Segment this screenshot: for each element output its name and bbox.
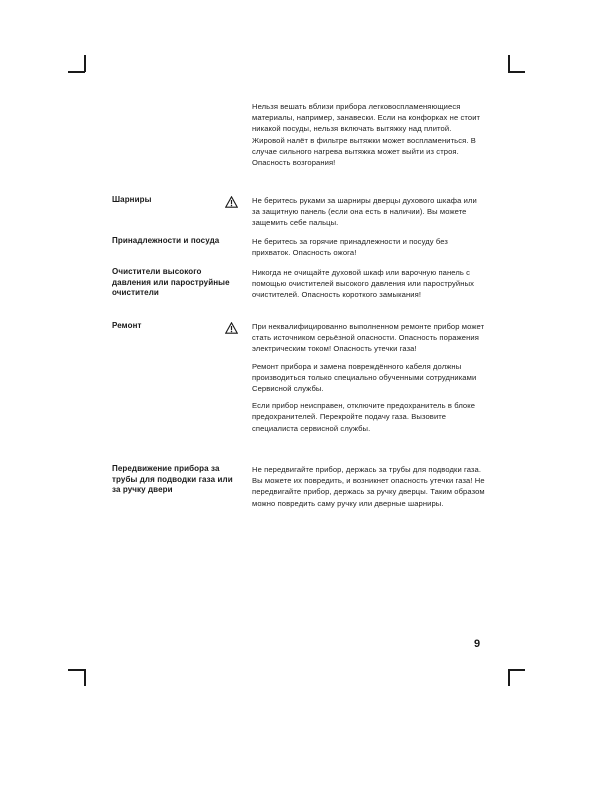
warning-triangle-icon	[225, 322, 238, 334]
section-paragraph: Не беритесь руками за шарниры дверцы духового шкафа или за защитную панель (если она есть в наличии). Вы можете защемить себе пальцы.	[252, 196, 477, 228]
warning-triangle-icon	[225, 196, 238, 208]
section-label: Шарниры	[112, 195, 152, 204]
section-paragraph: Ремонт прибора и замена повреждённого кабеля должны производиться только специально обученными сотрудниками Сервисной службы.	[252, 361, 477, 394]
crop-mark-bottom-left-vertical	[84, 669, 86, 686]
crop-mark-top-right-horizontal	[508, 71, 525, 73]
page-number: 9	[474, 638, 481, 650]
section-paragraph: Никогда не очищайте духовой шкаф или варочную панель с помощью очистителей высокого давления или пароструйных очистителей. Опасность короткого замыкания!	[252, 268, 475, 300]
crop-mark-bottom-right-vertical	[508, 669, 510, 686]
section-label: Принадлежности и посуда	[112, 236, 220, 245]
crop-mark-top-right-vertical	[508, 55, 510, 72]
section-paragraph: При неквалифицированно выполненном ремонте прибор может стать источником серьёзной опасности. Опасность поражения электрическим током! Опасность утечки газа!	[252, 322, 485, 354]
section-paragraph: Если прибор неисправен, отключите предохранитель в блоке предохранителей. Перекройте подачу газа. Вызовите специалиста сервисной службы.	[252, 401, 476, 433]
section-label: Очистители высокого давления или пароструйные очистители	[112, 267, 230, 298]
section-body	[252, 195, 485, 235]
section-label: Ремонт	[112, 321, 142, 330]
section-paragraph: Не передвигайте прибор, держась за трубы для подводки газа. Вы можете их повредить, и возникнет опасность утечки газа! Не передвигайте прибор, держась за ручку дверцы. Таким образом можно повредить саму ручку или дверные шарниры.	[252, 465, 485, 508]
crop-mark-bottom-right-horizontal	[508, 669, 525, 671]
section-body	[252, 464, 485, 515]
crop-mark-top-left-vertical	[84, 55, 86, 72]
section-body	[252, 267, 485, 307]
section-body	[252, 236, 485, 264]
section-paragraph: Не беритесь за горячие принадлежности и посуду без прихваток. Опасность ожога!	[252, 237, 448, 258]
crop-mark-top-left-horizontal	[68, 71, 85, 73]
section-body	[252, 321, 485, 440]
crop-mark-bottom-left-horizontal	[68, 669, 85, 671]
intro-paragraph: Нельзя вешать вблизи прибора легковоспламеняющиеся материалы, например, занавески. Если на конфорках не стоит никакой посуды, нельзя включать вытяжку над плитой. Жировой налёт в фильтре вытяжки может воспламениться. В случае сильного нагрева вытяжка может выйти из строя. Опасность возгорания!	[252, 102, 481, 168]
section-label: Передвижение прибора за трубы для подводки газа или за ручку двери	[112, 464, 233, 495]
